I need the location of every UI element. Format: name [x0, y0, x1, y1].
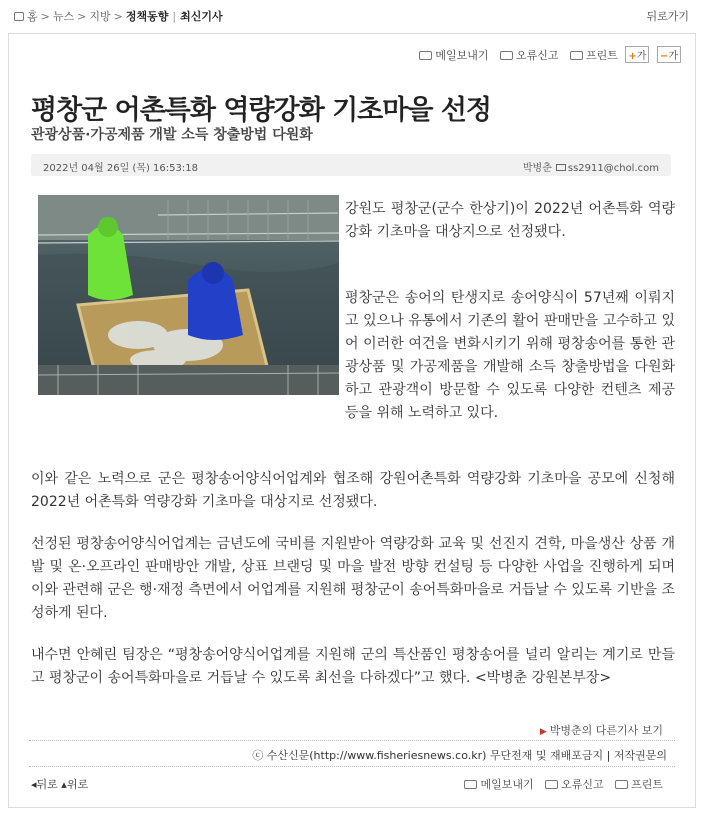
article-date: 2022년 04월 26일 (목) 16:53:18: [43, 163, 198, 174]
mail-icon: [419, 51, 432, 60]
top-bar: [0, 0, 705, 30]
breadcrumb-home[interactable]: 홈: [27, 10, 38, 23]
author-name: 박병춘: [522, 163, 552, 174]
warning-icon: [545, 780, 558, 789]
breadcrumb: 홈 > 뉴스 > 지방 > 정책동향 | 최신기사: [14, 8, 223, 24]
article-paragraph: 이와 같은 노력으로 군은 평창송어양식어업계와 협조해 강원어촌특화 역량강화 기초마을 공모에 신청해 2022년 어촌특화 역량강화 기초마을 대상지로 선정됐다.: [31, 471, 675, 510]
breadcrumb-region[interactable]: 지방: [89, 10, 111, 23]
divider: [29, 766, 675, 767]
breadcrumb-category[interactable]: 정책동향: [125, 10, 169, 23]
bottom-tools: [456, 776, 663, 792]
back-link[interactable]: 뒤로가기: [646, 10, 689, 23]
email-button[interactable]: 메일보내기: [464, 776, 533, 792]
article-title: 평창군 어촌특화 역량강화 기초마을 선정: [31, 95, 491, 126]
article-container: [8, 33, 696, 808]
bottom-nav: [31, 776, 88, 792]
font-decrease-button[interactable]: −가: [657, 46, 681, 63]
article-paragraph: 선정된 평창송어양식어업계는 금년도에 국비를 지원받아 역량강화 교육 및 선진지 견학, 마을생산 상품 개발 및 온·오프라인 판매방안 개발, 상표 브랜딩 및 마을 발전 방향 컨설팅 등 다양한 사업을 진행하게 되며 이와 관련해 군은 행·재정 측면에서 어업계를 지원해 평창군이 송어특화마을로 거듭날 수 있도록 기반을 조성하게 된다.: [31, 536, 675, 621]
article-photo: [38, 195, 339, 395]
breadcrumb-latest[interactable]: 최신기사: [180, 10, 223, 23]
article-paragraph: 평창군은 송어의 탄생지로 송어양식이 57년째 이뤄지고 있으나 유통에서 기존의 활어 판매만을 고수하고 있어 이러한 여건을 변화시키기 위해 평창송어를 통한 관광상품 및 가공제품을 개발해 소득 창출방법을 다원화하고 관광객이 방문할 수 있도록 다양한 컨텐츠 제공 등을 위해 노력하고 있다.: [345, 290, 675, 421]
mail-icon: [464, 780, 477, 789]
print-button[interactable]: 프린트: [615, 776, 663, 792]
article-paragraph: 강원도 평창군(군수 한상기)이 2022년 어촌특화 역량강화 기초마을 대상지으로 선정됐다.: [345, 201, 675, 240]
author-email[interactable]: ss2911@chol.com: [567, 163, 659, 174]
more-articles-link[interactable]: ▶ 박병춘의 다른기사 보기: [539, 724, 663, 737]
font-increase-button[interactable]: +가: [625, 46, 649, 63]
top-button[interactable]: ▴위로: [61, 778, 89, 791]
back-button[interactable]: ◂뒤로: [31, 778, 58, 791]
print-button[interactable]: 프린트: [570, 47, 618, 63]
triangle-icon: ▶: [539, 727, 547, 737]
fish-farm-photo: [38, 195, 339, 395]
article-author-line: [523, 159, 659, 174]
warning-icon: [500, 51, 513, 60]
article-tools: [411, 46, 681, 63]
divider: [29, 740, 675, 741]
email-button[interactable]: 메일보내기: [419, 47, 488, 63]
printer-icon: [615, 780, 628, 789]
breadcrumb-news[interactable]: 뉴스: [52, 10, 75, 23]
report-button[interactable]: 오류신고: [545, 776, 604, 792]
home-icon: [14, 12, 24, 21]
article-subtitle: 관광상품·가공제품 개발 소득 창출방법 다원화: [31, 127, 313, 143]
mail-icon: [556, 164, 566, 171]
copyright-notice: ⓒ 수산신문(http://www.fisheriesnews.co.kr) 무단전재 및 재배포금지 | 저작권문의: [252, 749, 667, 762]
article-paragraph: 내수면 안혜린 팀장은 “평창송어양식어업계를 지원해 군의 특산품인 평창송어를 널리 알리는 계기로 만들고 평창군이 송어특화마을로 거듭날 수 있도록 최선을 다하겠다”고 했다. <박병춘 강원본부장>: [31, 647, 675, 686]
printer-icon: [570, 51, 583, 60]
report-button[interactable]: 오류신고: [500, 47, 559, 63]
article-meta: [31, 154, 671, 176]
